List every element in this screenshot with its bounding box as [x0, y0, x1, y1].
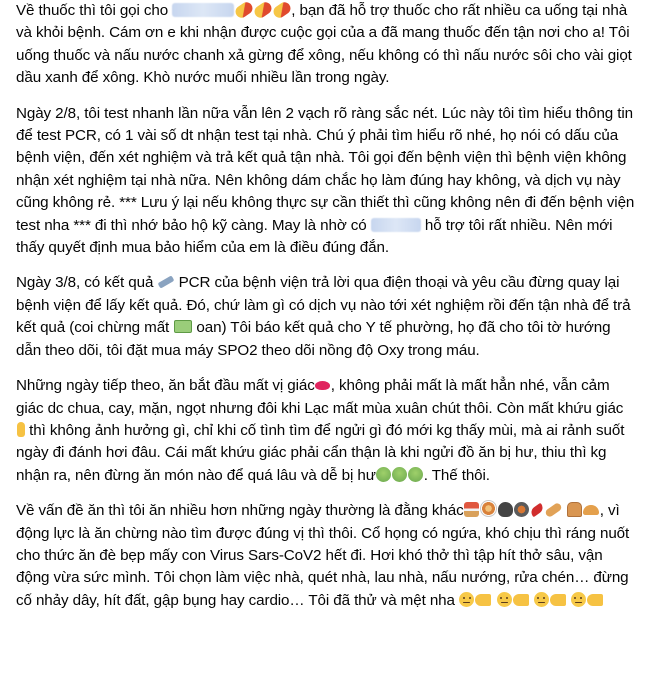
text-span: Về vấn đề ăn thì tôi ăn nhiều hơn những ngày thường là đằng khác — [16, 502, 464, 520]
paragraph-medicine — [16, 0, 636, 90]
text-span: hỗ trợ tôi rất nhiều. Nên mới thấy quyết định mua bảo hiểm của em là điều đúng đắn. — [16, 216, 613, 257]
nauseated-face-icon — [408, 467, 423, 482]
pointing-finger-icon — [17, 422, 25, 437]
paragraph-result-0308 — [16, 272, 636, 362]
croissant-icon — [583, 505, 599, 515]
text-span: Về thuốc thì tôi gọi cho — [16, 2, 169, 19]
nauseated-face-icon — [376, 467, 391, 482]
redacted-name — [172, 3, 234, 17]
text-span: , bạn đã hỗ trợ thuốc cho rất nhiều ca uống tại nhà và khỏi bệnh. Cám ơn e khi nhận được cuộc gọi của a đã mang thuốc đến tận nơi cho a! Tôi uống thuốc và nấu nước chanh xả gừng để xông, nếu không có thì nấu nước sôi cho vài giọt dầu xanh để xông. Khò nước muối nhiều lần trong ngày. — [16, 2, 632, 87]
pepper-icon — [529, 503, 545, 518]
neutral-face-icon — [571, 592, 586, 607]
syringe-icon — [158, 276, 175, 289]
neutral-face-icon — [459, 592, 474, 607]
toast-icon — [567, 502, 582, 517]
text-span: , vì động lực là ăn chừng nào tìm được đúng vị thì thôi. Cổ họng có ngứa, khó chịu thì ráng nuốt cho thức ăn đè bẹp mấy con Virus Sars-CoV2 hết đi. Hơi khó thở thì tập hít thở sâu, vận động vừa sức mình. Tôi chọn làm việc nhà, quét nhà, lau nhà, nấu nướng, rửa chén… đừng cố nhảy dây, hít đất, gập bụng hay cardio… Tôi đã thử và mệt nha — [16, 502, 630, 609]
redacted-name — [371, 218, 421, 232]
lips-icon — [315, 381, 330, 390]
bread-icon — [544, 502, 563, 518]
money-icon — [174, 320, 192, 333]
pill-icon — [271, 0, 293, 20]
pointing-hand-icon — [513, 594, 529, 606]
text-span: PCR của bệnh viện trả lời qua điện thoại và yêu cầu đừng quay lại bệnh viện để lấy kết quả. Đó, chứ làm gì có dịch vụ nào tới xét nghiệm rồi đến tận nhà để trả kết quả (coi chừng mất — [16, 274, 631, 337]
food-icon — [464, 502, 479, 517]
pointing-hand-icon — [587, 594, 603, 606]
text-span: Ngày 2/8, tôi test nhanh lần nữa vẫn lên 2 vạch rõ ràng sắc nét. Lúc này tôi tìm hiểu thông tin để test PCR, có 1 vài số dt nhận test tại nhà. Chú ý phải tìm hiểu rõ nhé, họ nói có dấu của bệnh viện, đến xét nghiệm và trả kết quả tận nhà. Tôi gọi đến bệnh viện thì bệnh viện không nhận xét nghiệm tại nhà nữa. Nên không dám chắc họ làm đúng hay không, và dịch vụ này cũng không rẻ. *** Lưu ý lại nếu không thực sự cần thiết thì cũng không nên đi đến bệnh viện test nha *** đi thì nhớ bảo hộ kỹ càng. May là nhờ có — [16, 104, 635, 234]
text-span: Ngày 3/8, có kết quả — [16, 274, 154, 292]
neutral-face-icon — [497, 592, 512, 607]
paragraph-test-0208 — [16, 103, 636, 260]
food-icon — [498, 502, 513, 517]
text-span: Những ngày tiếp theo, ăn bắt đầu mất vị giác — [16, 377, 315, 395]
food-icon — [514, 502, 529, 517]
food-icon — [480, 500, 497, 517]
paragraph-taste-smell — [16, 375, 636, 487]
pill-icon — [252, 0, 274, 20]
text-span: , không phải mất là mất hẳn nhé, vẫn cảm giác dc chua, cay, mặn, ngọt nhưng đôi khi Lạc mất mùa xuân chút thôi. Còn mất khứu giác — [16, 377, 624, 417]
pointing-hand-icon — [475, 594, 491, 606]
nauseated-face-icon — [392, 467, 407, 482]
neutral-face-icon — [534, 592, 549, 607]
pill-icon — [233, 0, 255, 20]
paragraph-eating — [16, 500, 636, 612]
pointing-hand-icon — [550, 594, 566, 606]
text-span: thì không ảnh hưởng gì, chỉ khi cố tình tìm để ngửi gì đó mới kg thấy mùi, mà ai rảnh suốt ngày đi đánh hơi đâu. Cái mất khứu giác phải cẩn thận là khi ngửi đồ ăn bị hư, thiu thì kg nhận ra, nên đừng ăn món nào để quá lâu và dễ bị hư — [16, 421, 625, 484]
text-span: . Thế thôi. — [423, 466, 490, 484]
text-span: oan) Tôi báo kết quả cho Y tế phường, họ đã cho tôi tờ hướng dẫn theo dõi, tôi đặt mua máy SPO2 theo dõi nồng độ Oxy trong máu. — [16, 319, 611, 359]
